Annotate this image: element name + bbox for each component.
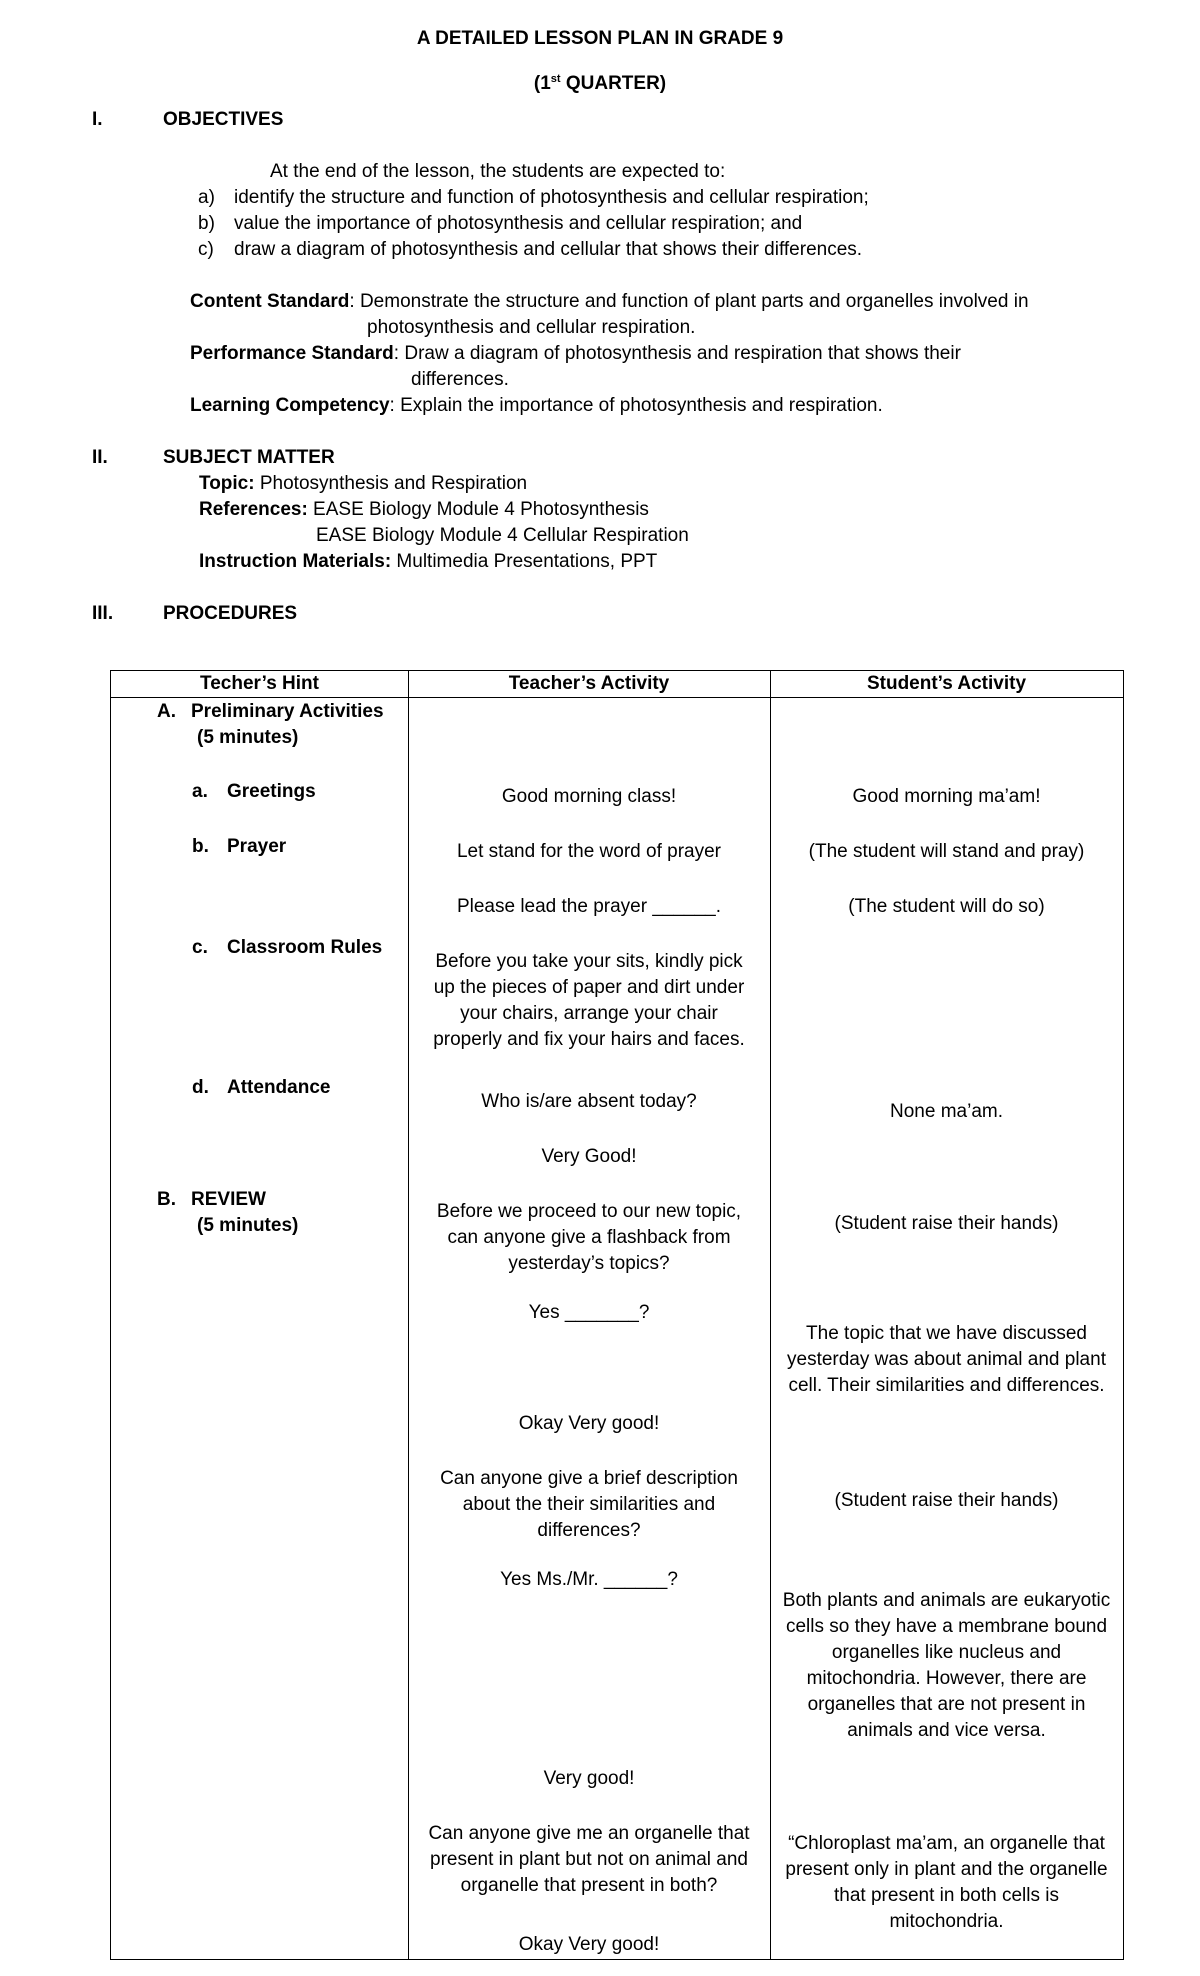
teacher-activity: Before you take your sits, kindly pick up the pieces of paper and dirt under your chairs, arrange your chair properly and fix your hairs and faces. <box>433 951 745 1050</box>
hint-review: REVIEW <box>191 1189 266 1210</box>
hint-marker: c. <box>192 937 208 958</box>
materials-value: Multimedia Presentations, PPT <box>391 551 658 572</box>
materials-line <box>199 549 657 575</box>
hint-marker: b. <box>192 836 209 857</box>
column-header-teacher: Teacher’s Activity <box>508 673 670 694</box>
quarter-open: ( <box>533 73 541 94</box>
references-line <box>199 497 649 523</box>
hint-marker: B. <box>157 1189 176 1210</box>
student-activity: Good morning ma’am! <box>852 786 1041 807</box>
topic-value: Photosynthesis and Respiration <box>254 473 528 494</box>
references-label: References: <box>199 499 308 520</box>
student-activity: The topic that we have discussed yesterday was about animal and plant cell. Their similarities and differences. <box>787 1323 1106 1396</box>
section-heading-subject: SUBJECT MATTER <box>163 447 335 468</box>
student-activity: (Student raise their hands) <box>834 1490 1059 1511</box>
section-numeral-subject: II. <box>92 447 108 468</box>
reference-item: EASE Biology Module 4 Photosynthesis <box>307 499 649 520</box>
quarter-superscript: st <box>550 73 561 85</box>
column-header-hint: Techer’s Hint <box>200 673 319 694</box>
performance-standard-label: Performance Standard <box>190 343 394 364</box>
performance-standard-continued: differences. <box>411 369 509 390</box>
objective-marker: c) <box>198 239 214 260</box>
content-standard <box>190 289 1029 315</box>
performance-standard-text: : Draw a diagram of photosynthesis and respiration that shows their <box>393 343 961 364</box>
topic-label: Topic: <box>199 473 255 494</box>
hint-preliminary-activities: Preliminary Activities <box>191 701 384 722</box>
objective-marker: b) <box>198 213 215 234</box>
reference-item: EASE Biology Module 4 Cellular Respiration <box>316 525 689 546</box>
content-standard-continued: photosynthesis and cellular respiration. <box>367 317 696 338</box>
section-numeral-procedures: III. <box>92 603 114 624</box>
objective-item: identify the structure and function of photosynthesis and cellular respiration; <box>234 187 869 208</box>
objective-item: value the importance of photosynthesis and cellular respiration; and <box>234 213 803 234</box>
student-activity: “Chloroplast ma’am, an organelle that present only in plant and the organelle that present in both cells is mitochondria. <box>785 1833 1108 1932</box>
student-activity: (The student will stand and pray) <box>808 841 1085 862</box>
materials-label: Instruction Materials: <box>199 551 392 572</box>
teacher-activity: Yes Ms./Mr. ______? <box>500 1569 678 1590</box>
learning-competency-text: : Explain the importance of photosynthesis and respiration. <box>389 395 883 416</box>
hint-review-duration: (5 minutes) <box>197 1215 299 1236</box>
learning-competency-label: Learning Competency <box>190 395 390 416</box>
hint-preliminary-duration: (5 minutes) <box>197 727 299 748</box>
objective-item: draw a diagram of photosynthesis and cellular that shows their differences. <box>234 239 863 260</box>
student-activity: Both plants and animals are eukaryotic cells so they have a membrane bound organelles like nucleus and mitochondria. However, there are organelles that are not present in animals and vice versa. <box>782 1590 1111 1741</box>
teacher-activity: Who is/are absent today? <box>481 1091 697 1112</box>
teacher-activity: Very good! <box>543 1768 635 1789</box>
section-numeral-objectives: I. <box>92 109 103 130</box>
section-heading-objectives: OBJECTIVES <box>163 109 284 130</box>
learning-competency <box>190 393 883 419</box>
hint-prayer: Prayer <box>227 836 287 857</box>
teacher-activity: Very Good! <box>541 1146 637 1167</box>
performance-standard <box>190 341 961 367</box>
teacher-activity: Before we proceed to our new topic, can anyone give a flashback from yesterday’s topics? <box>436 1201 742 1274</box>
teacher-activity: Okay Very good! <box>518 1413 660 1434</box>
document-title: A DETAILED LESSON PLAN IN GRADE 9 <box>416 28 784 49</box>
teacher-activity: Can anyone give a brief description about the their similarities and differences? <box>440 1468 738 1541</box>
hint-marker: a. <box>192 781 208 802</box>
quarter-subtitle <box>0 66 1200 97</box>
section-heading-procedures: PROCEDURES <box>163 603 298 624</box>
quarter-rest: QUARTER) <box>560 73 667 94</box>
hint-attendance: Attendance <box>227 1077 331 1098</box>
student-activity: (Student raise their hands) <box>834 1213 1059 1234</box>
teacher-activity: Okay Very good! <box>518 1934 660 1955</box>
objectives-intro: At the end of the lesson, the students are expected to: <box>270 161 726 182</box>
header-divider <box>111 697 1123 698</box>
hint-marker: d. <box>192 1077 209 1098</box>
column-header-student: Student’s Activity <box>866 673 1027 694</box>
topic-line <box>199 471 527 497</box>
teacher-activity: Yes _______? <box>528 1302 650 1323</box>
teacher-activity: Can anyone give me an organelle that present in plant but not on animal and organelle that present in both? <box>428 1823 750 1896</box>
quarter-number: 1 <box>540 73 551 94</box>
hint-classroom-rules: Classroom Rules <box>227 937 383 958</box>
teacher-activity: Please lead the prayer ______. <box>456 896 722 917</box>
student-activity: (The student will do so) <box>848 896 1045 917</box>
teacher-activity: Let stand for the word of prayer <box>456 841 722 862</box>
objective-marker: a) <box>198 187 215 208</box>
teacher-activity: Good morning class! <box>501 786 677 807</box>
content-standard-text: : Demonstrate the structure and function of plant parts and organelles involved in <box>349 291 1029 312</box>
content-standard-label: Content Standard <box>190 291 350 312</box>
hint-marker: A. <box>157 701 176 722</box>
student-activity: None ma’am. <box>890 1101 1003 1122</box>
procedures-table <box>110 670 1124 1960</box>
hint-greetings: Greetings <box>227 781 316 802</box>
